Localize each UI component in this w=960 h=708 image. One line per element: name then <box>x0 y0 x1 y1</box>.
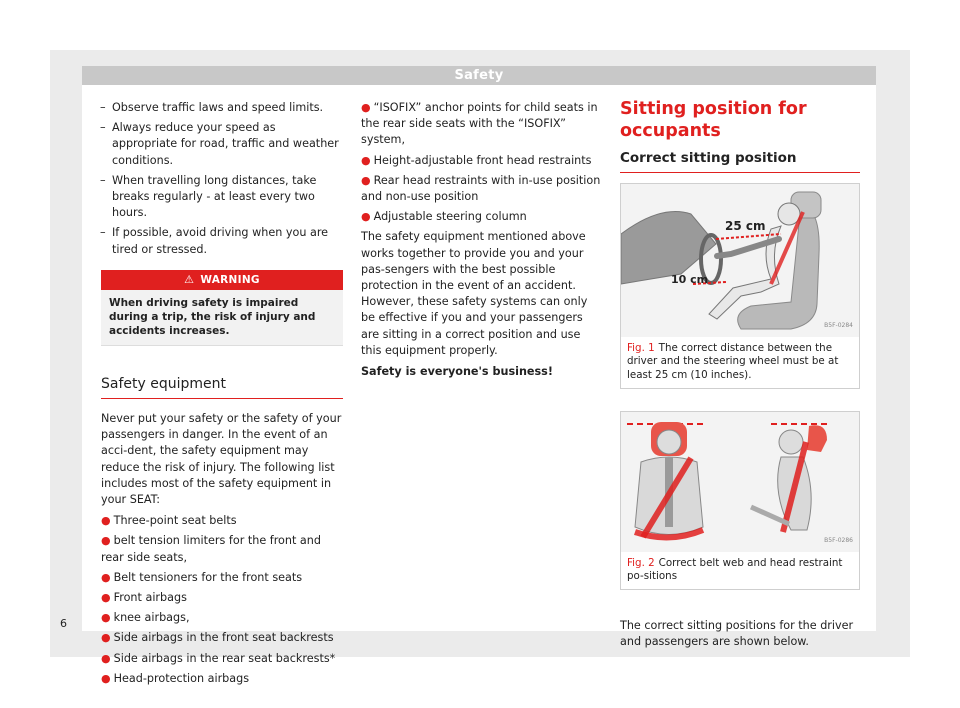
list-item: – Observe traffic laws and speed limits. <box>100 101 324 114</box>
figure-1 <box>620 183 860 389</box>
list-item: ● Belt tensioners for the front seats <box>101 570 303 584</box>
bullet-icon: ● <box>361 101 371 114</box>
list-item: ● Side airbags in the rear seat backrests* <box>101 651 336 665</box>
list-item: ● Side airbags in the front seat backrests <box>101 631 334 645</box>
list-item: – Always reduce your speed as appropriate for road, traffic and weather conditions. <box>100 121 339 167</box>
distance-label-25: 25 cm <box>725 219 766 234</box>
distance-label-10: 10 cm <box>671 273 709 287</box>
left-column <box>101 100 343 691</box>
list-item: ● Rear head restraints with in-use position and non-use position <box>361 173 601 204</box>
page-title: Sitting position for occupants <box>620 99 807 141</box>
bullet-icon: ● <box>101 534 111 548</box>
page-header: Safety <box>82 66 876 85</box>
figure-code: B5F-0286 <box>824 536 853 544</box>
list-item: ● Height-adjustable front head restraints <box>361 153 592 167</box>
belt-headrest-illustration <box>621 412 859 552</box>
list-item: ● Three-point seat belts <box>101 514 237 528</box>
bullet-icon: ● <box>101 631 111 645</box>
warning-text: When driving safety is impaired during a trip, the risk of injury and accidents increases. <box>101 290 343 345</box>
bullet-icon: ● <box>361 210 371 224</box>
bullet-icon: ● <box>101 591 111 605</box>
driver-seat-icon <box>621 184 859 337</box>
figure-caption: Fig. 2 Correct belt web and head restraint po-sitions <box>627 556 843 583</box>
figure-code: B5F-0284 <box>824 322 853 329</box>
page-number: 6 <box>60 617 67 630</box>
figure-caption: Fig. 1 The correct distance between the driver and the steering wheel must be at least 25 cm (10 inches). <box>627 342 839 381</box>
middle-column <box>361 100 603 385</box>
bullet-icon: ● <box>101 671 111 685</box>
bullet-icon: ● <box>101 570 111 584</box>
figure-number: Fig. 1 <box>627 342 655 355</box>
bullet-icon: ● <box>361 153 371 167</box>
body-paragraph: The safety equipment mentioned above works together to provide you and your pas-sengers with the best possible protection in the event of an accident. However, these safety systems can only be effective if you and your passengers are sitting in a correct position and use this equipment properly. <box>361 230 588 357</box>
intro-paragraph: Never put your safety or the safety of your passengers in danger. In the event of an acci-dent, the safety equipment may reduce the risk of injury. The following list includes most of the safety equipment in your SEAT: <box>101 412 342 507</box>
bullet-icon: ● <box>101 651 111 665</box>
bullet-icon: ● <box>361 173 371 187</box>
list-item: ● Front airbags <box>101 591 187 605</box>
warning-header: ⚠ WARNING <box>101 270 343 290</box>
bullet-icon: ● <box>101 514 111 528</box>
list-item: ● belt tension limiters for the front and rear side seats, <box>101 534 321 564</box>
figure-2 <box>620 411 860 590</box>
list-item: ● knee airbags, <box>101 611 190 625</box>
driver-distance-illustration <box>621 184 859 337</box>
seat-belt-icon <box>621 412 859 552</box>
section-subtitle: Correct sitting position <box>620 150 860 173</box>
list-item: – If possible, avoid driving when you are tired or stressed. <box>100 226 329 256</box>
right-column <box>620 98 860 656</box>
warning-box <box>101 270 343 346</box>
figure-number: Fig. 2 <box>627 556 655 569</box>
list-item: ● “ISOFIX” anchor points for child seats in the rear side seats with the “ISOFIX” system, <box>361 101 598 147</box>
list-item: – When travelling long distances, take breaks regularly - at least every two hours. <box>100 173 317 220</box>
outro-paragraph: The correct sitting positions for the driver and passengers are shown below. <box>620 619 854 649</box>
closing-statement: Safety is everyone's business! <box>361 365 553 379</box>
warning-triangle-icon: ⚠ <box>184 272 195 286</box>
list-item: ● Adjustable steering column <box>361 210 527 224</box>
list-item: ● Head-protection airbags <box>101 671 250 685</box>
section-title: Safety equipment <box>101 376 343 399</box>
bullet-icon: ● <box>101 611 111 625</box>
